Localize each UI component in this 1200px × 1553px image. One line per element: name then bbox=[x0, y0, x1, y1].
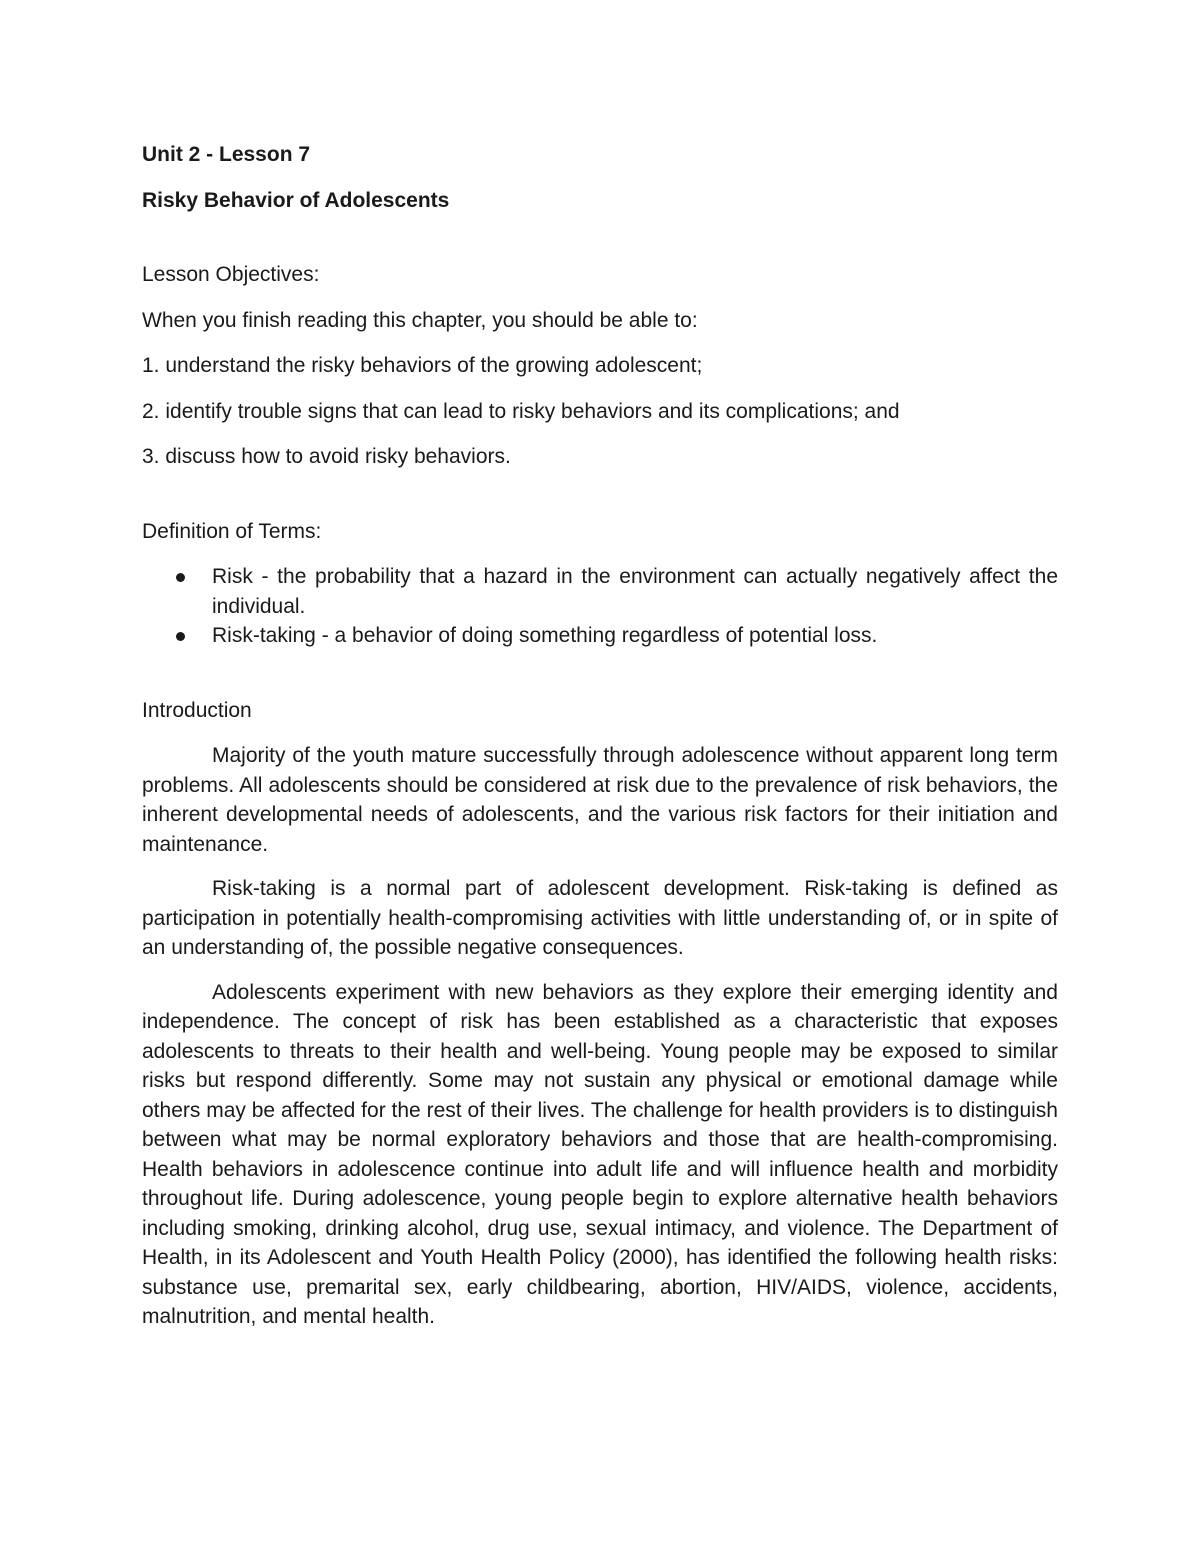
unit-heading: Unit 2 - Lesson 7 bbox=[142, 143, 311, 166]
introduction-label: Introduction bbox=[142, 698, 252, 722]
terms-label: Definition of Terms: bbox=[142, 519, 322, 543]
bullet-icon bbox=[176, 573, 185, 582]
term-item bbox=[142, 562, 1058, 621]
document-page bbox=[142, 140, 1058, 1347]
objective-item: 3. discuss how to avoid risky behaviors. bbox=[142, 445, 511, 468]
lesson-title: Risky Behavior of Adolescents bbox=[142, 188, 450, 212]
objective-item: 1. understand the risky behaviors of the growing adolescent; bbox=[142, 354, 703, 377]
introduction-paragraph: Majority of the youth mature successfully through adolescence without apparent long term problems. All adolescents should be considered at risk due to the prevalence of risk behaviors, the inherent developmental needs of adolescents, and the various risk factors for their initiation and maintenance. bbox=[142, 744, 1058, 856]
introduction-paragraph: Adolescents experiment with new behaviors as they explore their emerging identity and independence. The concept of risk has been established as a characteristic that exposes adolescents to threats to their health and well-being. Young people may be exposed to similar risks but respond differently. Some may not sustain any physical or emotional damage while others may be affected for the rest of their lives. The challenge for health providers is to distinguish between what may be normal exploratory behaviors and those that are health-compromising. Health behaviors in adolescence continue into adult life and will influence health and morbidity throughout life. During adolescence, young people begin to explore alternative health behaviors including smoking, drinking alcohol, drug use, sexual intimacy, and violence. The Department of Health, in its Adolescent and Youth Health Policy (2000), has identified the following health risks: substance use, premarital sex, early childbearing, abortion, HIV/AIDS, violence, accidents, malnutrition, and mental health. bbox=[142, 980, 1058, 1328]
term-item bbox=[142, 621, 1058, 651]
objective-item: 2. identify trouble signs that can lead to risky behaviors and its complications; and bbox=[142, 399, 900, 423]
term-text: Risk-taking - a behavior of doing something regardless of potential loss. bbox=[212, 624, 878, 647]
terms-list bbox=[142, 562, 1058, 651]
objectives-intro: When you finish reading this chapter, you should be able to: bbox=[142, 308, 698, 332]
introduction-paragraph: Risk-taking is a normal part of adolescent development. Risk-taking is defined as participation in potentially health-compromising activities with little understanding of, or in spite of an understanding of, the possible negative consequences. bbox=[142, 877, 1058, 959]
term-text: Risk - the probability that a hazard in the environment can actually negatively affect the individual. bbox=[212, 565, 1058, 618]
objectives-label: Lesson Objectives: bbox=[142, 263, 320, 286]
bullet-icon bbox=[176, 632, 185, 641]
